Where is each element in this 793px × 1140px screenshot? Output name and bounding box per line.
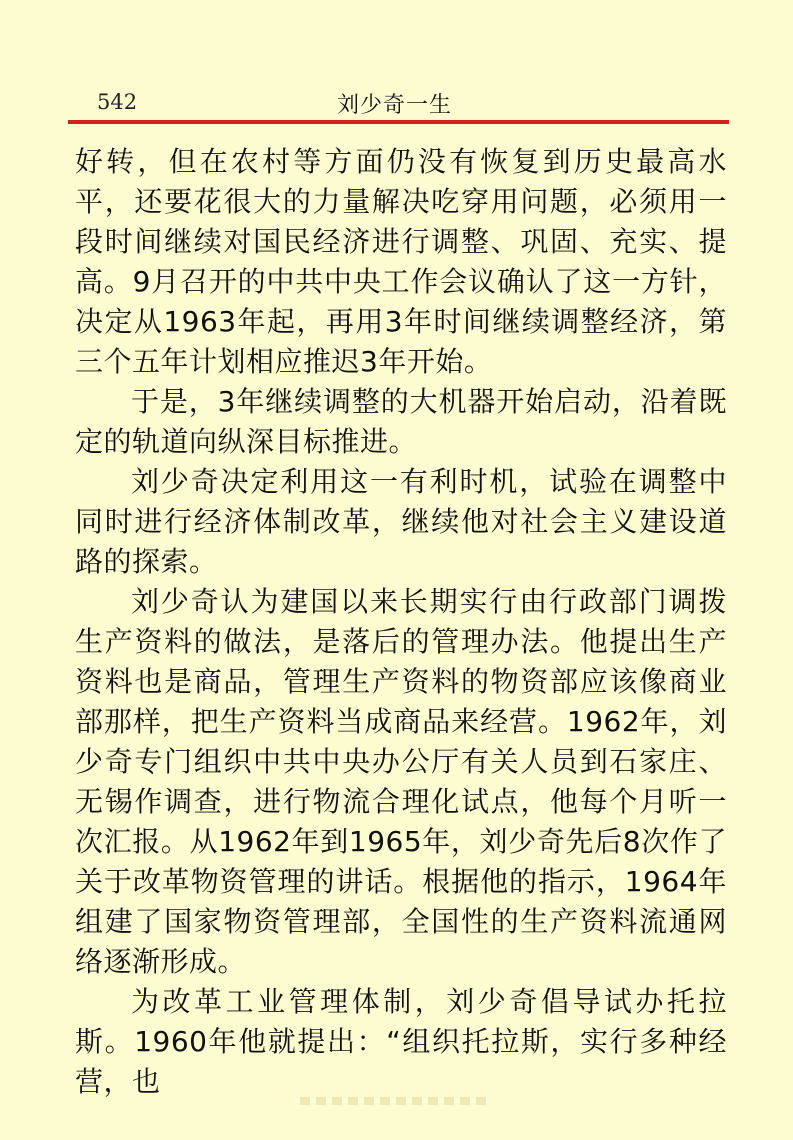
paragraph: 刘少奇认为建国以来长期实行由行政部门调拨生产资料的做法，是落后的管理办法。他提出生产资料也是商品，管理生产资料的物资部应该像商业部那样，把生产资料当成商品来经营。1962年，刘少奇专门组织中共中央办公厅有关人员到石家庄、无锡作调查，进行物流合理化试点，他每个月听一次汇报。从1962年到1965年，刘少奇先后8次作了关于改革物资管理的讲话。根据他的指示，1964年组建了国家物资管理部，全国性的生产资料流通网络逐渐形成。 [75,585,727,978]
header-divider [68,120,729,124]
page-number: 542 [97,90,138,114]
paragraph: 为改革工业管理体制，刘少奇倡导试办托拉斯。1960年他就提出：“组织托拉斯，实行多种经营，也 [75,985,727,1098]
bottom-edge-artifact [300,1097,490,1105]
paragraph-continued: 好转，但在农村等方面仍没有恢复到历史最高水平，还要花很大的力量解决吃穿用问题，必须用一段时间继续对国民经济进行调整、巩固、充实、提高。9月召开的中共中央工作会议确认了这一方针，决定从1963年起，再用3年时间继续调整经济，第三个五年计划相应推迟3年开始。 [75,145,727,378]
paragraph: 于是，3年继续调整的大机器开始启动，沿着既定的轨道向纵深目标推进。 [75,385,727,458]
paragraph: 刘少奇决定利用这一有利时机，试验在调整中同时进行经济体制改革，继续他对社会主义建设道路的探索。 [75,465,727,578]
running-title: 刘少奇一生 [337,93,453,118]
page-header [75,86,727,120]
body-text [75,142,727,1102]
